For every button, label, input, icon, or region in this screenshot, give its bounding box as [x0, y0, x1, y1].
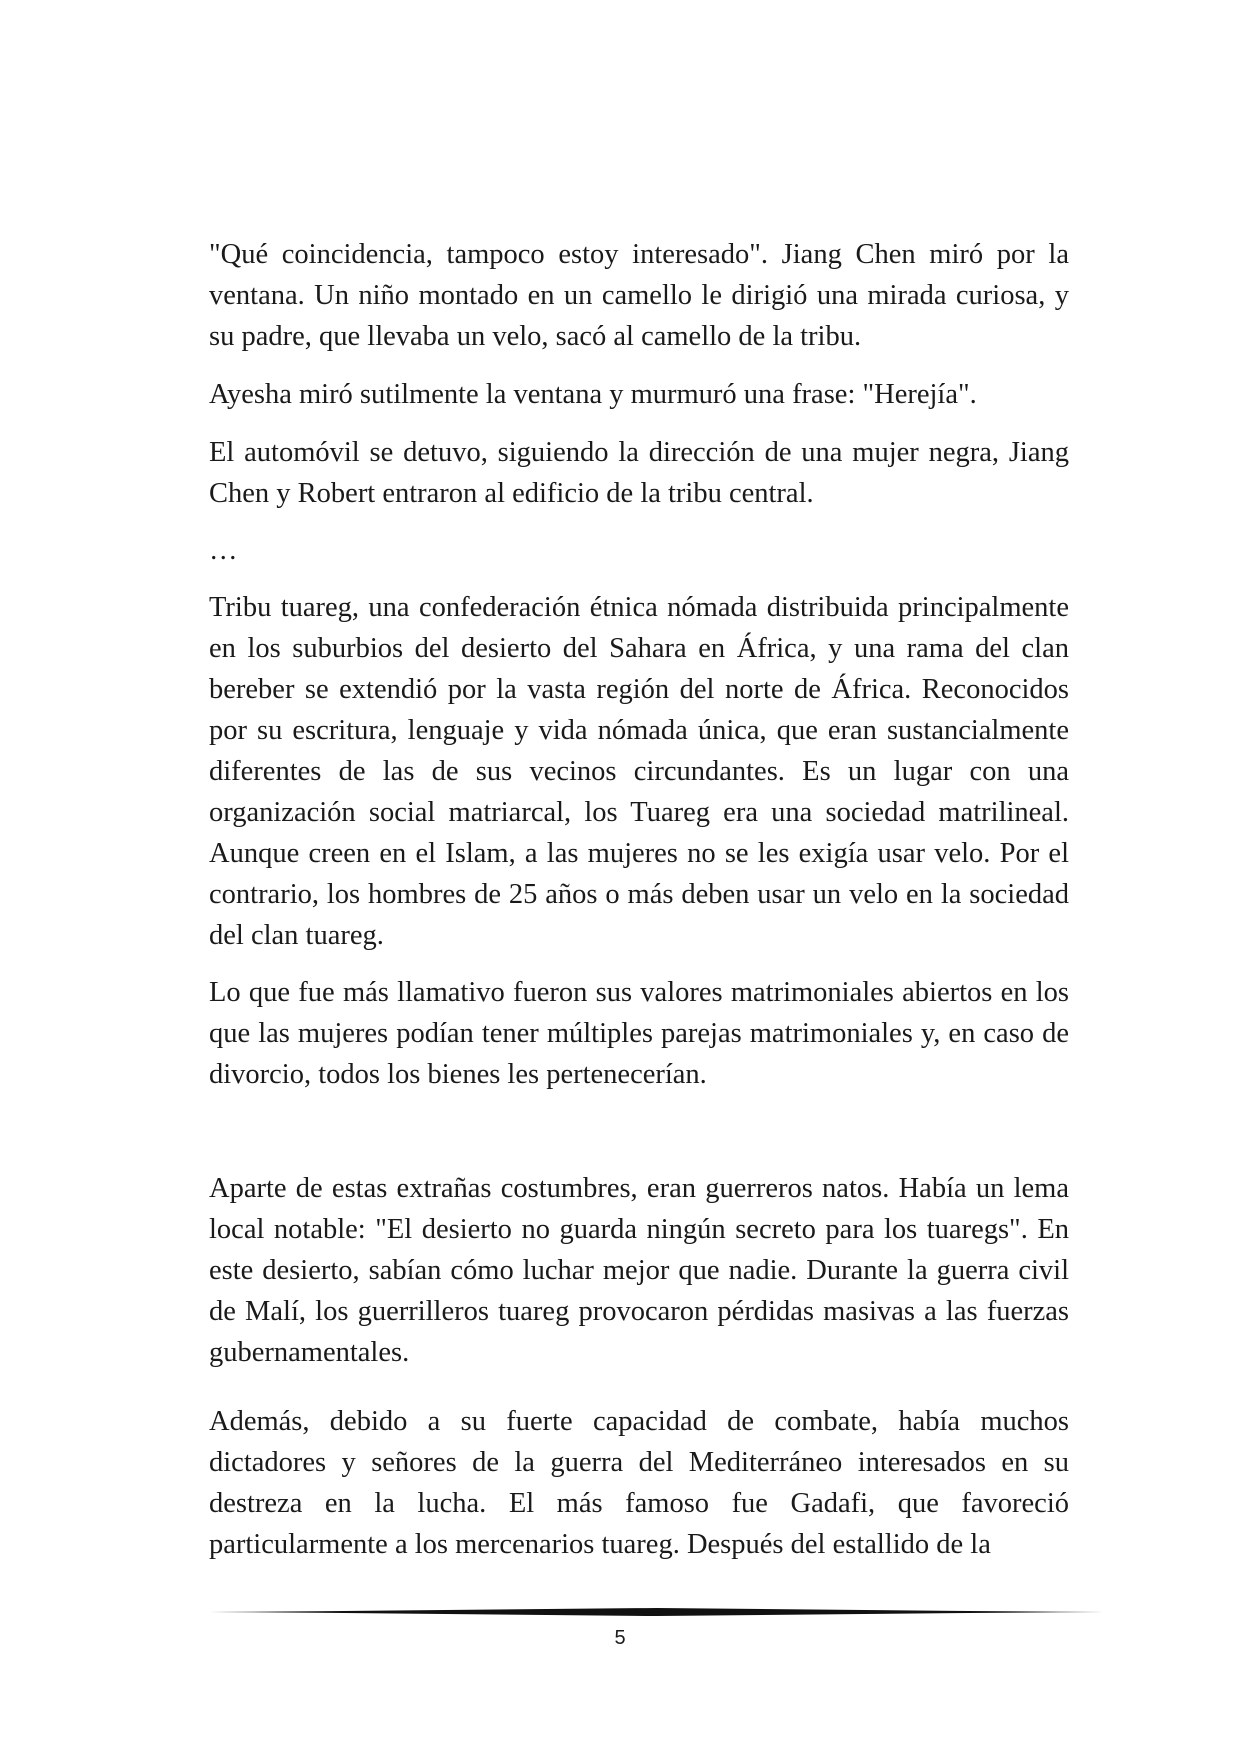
paragraph-5: Lo que fue más llamativo fueron sus valores matrimoniales abiertos en los que las mujeres podían tener múltiples parejas matrimoniales y, en caso de divorcio, todos los bienes les pertenecerían.	[209, 977, 1069, 1090]
scene-break-ellipsis: …	[209, 535, 238, 566]
paragraph-2: Ayesha miró sutilmente la ventana y murmuró una frase: "Herejía".	[209, 379, 977, 410]
footer-rule	[209, 1606, 1104, 1618]
paragraph-1: "Qué coincidencia, tampoco estoy interesado". Jiang Chen miró por la ventana. Un niño montado en un camello le dirigió una mirada curiosa, y su padre, que llevaba un velo, sacó al camello de la tribu.	[209, 239, 1069, 352]
paragraph-7: Además, debido a su fuerte capacidad de combate, había muchos dictadores y señores de la guerra del Mediterráneo interesados en su destreza en la lucha. El más famoso fue Gadafi, que favoreció particularmente a los mercenarios tuareg. Después del estallido de la	[209, 1406, 1069, 1560]
paragraph-4: Tribu tuareg, una confederación étnica nómada distribuida principalmente en los suburbios del desierto del Sahara en África, y una rama del clan bereber se extendió por la vasta región del norte de África. Reconocidos por su escritura, lenguaje y vida nómada única, que eran sustancialmente diferentes de las de sus vecinos circundantes. Es un lugar con una organización social matriarcal, los Tuareg era una sociedad matrilineal. Aunque creen en el Islam, a las mujeres no se les exigía usar velo. Por el contrario, los hombres de 25 años o más deben usar un velo en la sociedad del clan tuareg.	[209, 592, 1069, 951]
page-number: 5	[614, 1627, 626, 1649]
paragraph-6: Aparte de estas extrañas costumbres, eran guerreros natos. Había un lema local notable: "El desierto no guarda ningún secreto para los tuaregs". En este desierto, sabían cómo luchar mejor que nadie. Durante la guerra civil de Malí, los guerrilleros tuareg provocaron pérdidas masivas a las fuerzas gubernamentales.	[209, 1173, 1069, 1368]
paragraph-3: El automóvil se detuvo, siguiendo la dirección de una mujer negra, Jiang Chen y Robert entraron al edificio de la tribu central.	[209, 437, 1069, 509]
